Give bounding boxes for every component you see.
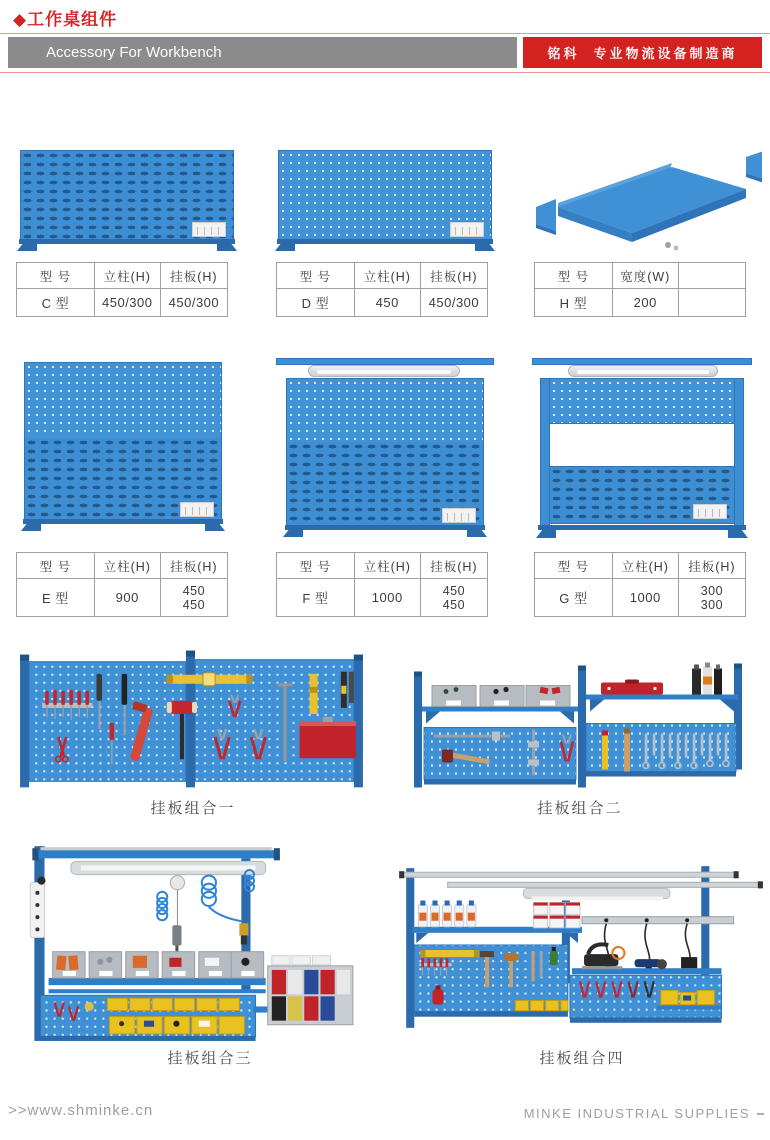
combo-2-image: [396, 648, 764, 796]
spec-header: 立柱(H): [613, 553, 679, 579]
divider-line-top: [0, 33, 770, 34]
spec-header: 型 号: [277, 263, 355, 289]
panel-label: [180, 502, 214, 517]
pegboard-section: [287, 379, 483, 442]
spec-value: F 型: [277, 579, 355, 616]
spec-value: [679, 289, 745, 316]
brand-slogan: 专业物流设备制造商: [593, 46, 738, 61]
top-canopy: [276, 358, 494, 365]
pegboard-panel: [278, 150, 492, 244]
spec-value: 900: [95, 579, 161, 616]
spec-header: 挂板(H): [421, 553, 487, 579]
panel-label: [442, 508, 476, 523]
shelf-board: [558, 163, 746, 242]
spec-table-h: [534, 262, 746, 317]
spec-header: 挂板(H): [161, 553, 227, 579]
power-strip: [30, 877, 45, 938]
divider-line-bottom: [0, 72, 770, 73]
product-image-c-louvre-panel: [8, 145, 248, 257]
spec-value: D 型: [277, 289, 355, 316]
spec-value: 450/300: [95, 289, 161, 316]
top-canopy: [532, 358, 752, 365]
shelf-bracket-left: [536, 199, 556, 235]
spec-table-c: [16, 262, 228, 317]
combo-panel-f: [286, 378, 484, 530]
footer-website-link[interactable]: >>www.shminke.cn: [8, 1102, 154, 1119]
spec-header: 挂板(H): [161, 263, 227, 289]
coiled-air-hoses: [157, 870, 254, 921]
bottles: [418, 901, 476, 927]
panel-label: [192, 222, 226, 237]
white-boxes-stack: [534, 903, 580, 928]
spec-header: 型 号: [277, 553, 355, 579]
panel-foot-right: [728, 529, 748, 538]
spec-value: 450 450: [442, 583, 466, 612]
side-parts-cabinet: [254, 956, 353, 1025]
spec-header: 立柱(H): [95, 263, 161, 289]
panel-base: [19, 239, 235, 244]
red-toolbox: [601, 680, 663, 695]
combo-3-caption: 挂板组合三: [167, 1050, 253, 1067]
frame-body: [540, 378, 744, 530]
brand-banner: [523, 37, 762, 68]
shelf-bracket-right: [746, 151, 762, 183]
black-tool: [681, 957, 697, 968]
left-shelf: [412, 927, 582, 943]
panel-base: [23, 519, 223, 524]
spec-header: 挂板(H): [421, 263, 487, 289]
yellow-bins-large-row: [109, 1017, 244, 1034]
footer-company-name: MINKE INDUSTRIAL SUPPLIES: [523, 1106, 750, 1121]
spec-value: 450/300: [168, 295, 220, 310]
screws: [665, 242, 678, 250]
spec-table-d: [276, 262, 488, 317]
spec-value: 450: [355, 289, 421, 316]
spec-value: 450/300: [428, 295, 480, 310]
combo-panel-e: [24, 362, 222, 524]
spec-value: H 型: [535, 289, 613, 316]
spec-table-e: [16, 552, 228, 617]
red-storage-box: [300, 717, 356, 758]
panel-base: [538, 525, 746, 530]
louvre-section: [549, 466, 735, 524]
spec-value: E 型: [17, 579, 95, 616]
jigsaw: [582, 944, 624, 969]
panel-base: [277, 239, 493, 244]
panel-label: [450, 222, 484, 237]
bin-shelf: [49, 978, 266, 993]
pegboard-section: [549, 378, 735, 424]
spec-header: [679, 263, 745, 289]
footer-page-mark: [757, 1113, 764, 1115]
spec-header: 型 号: [535, 553, 613, 579]
spec-value: C 型: [17, 289, 95, 316]
light-fixture: [71, 861, 266, 874]
spec-header: 立柱(H): [355, 553, 421, 579]
right-shelf: [586, 695, 738, 712]
combo-2-caption: 挂板组合二: [537, 800, 623, 817]
section-banner-en: Accessory For Workbench: [8, 37, 517, 68]
page-title: ◆工作桌组件: [13, 10, 118, 29]
combo-1-caption: 挂板组合一: [150, 800, 236, 817]
tool-balancer: [170, 876, 184, 954]
spray-cans: [692, 663, 722, 695]
spec-header: 型 号: [535, 263, 613, 289]
product-image-h-shelf: [520, 145, 762, 257]
level: [420, 950, 479, 957]
spec-value: 1000: [613, 579, 679, 616]
spec-header: 型 号: [17, 553, 95, 579]
spec-header: 型 号: [17, 263, 95, 289]
gray-bins-row: [53, 952, 264, 978]
spec-table-g: [534, 552, 746, 617]
combo-1-image: [8, 646, 378, 796]
combo-4-image: [392, 852, 766, 1044]
product-image-d-pegboard-panel: [266, 145, 506, 257]
utility-knife: [310, 674, 318, 714]
spec-value: G 型: [535, 579, 613, 616]
light-fixture: [568, 365, 718, 377]
spec-value: 300 300: [700, 583, 724, 612]
panel-base: [285, 525, 485, 530]
combo-4-caption: 挂板组合四: [539, 1050, 625, 1067]
upright-post-right: [734, 378, 744, 530]
louvre-panel: [20, 150, 234, 244]
light-fixture: [308, 365, 460, 377]
brand-name: 铭科: [547, 46, 580, 61]
product-image-f-panel-with-light: [272, 356, 500, 546]
spec-header: 挂板(H): [679, 553, 745, 579]
product-image-g-frame-panel-with-light: [528, 356, 758, 546]
panel-label: [693, 504, 727, 519]
spec-value: 1000: [355, 579, 421, 616]
panel-foot-left: [536, 529, 556, 538]
pegboard-section: [25, 363, 221, 438]
yellow-bins-right: [657, 990, 722, 1009]
spec-header: 宽度(W): [613, 263, 679, 289]
spec-value: 200: [613, 289, 679, 316]
light-fixture: [523, 888, 670, 900]
spec-header: 立柱(H): [95, 553, 161, 579]
product-image-e-combo-panel: [10, 356, 238, 546]
combo-3-image: [10, 836, 355, 1044]
spec-table-f: [276, 552, 488, 617]
parts-bins-gray: [432, 686, 570, 707]
left-shelf: [422, 707, 578, 724]
spec-value: 450 450: [182, 583, 206, 612]
spec-header: 立柱(H): [355, 263, 421, 289]
